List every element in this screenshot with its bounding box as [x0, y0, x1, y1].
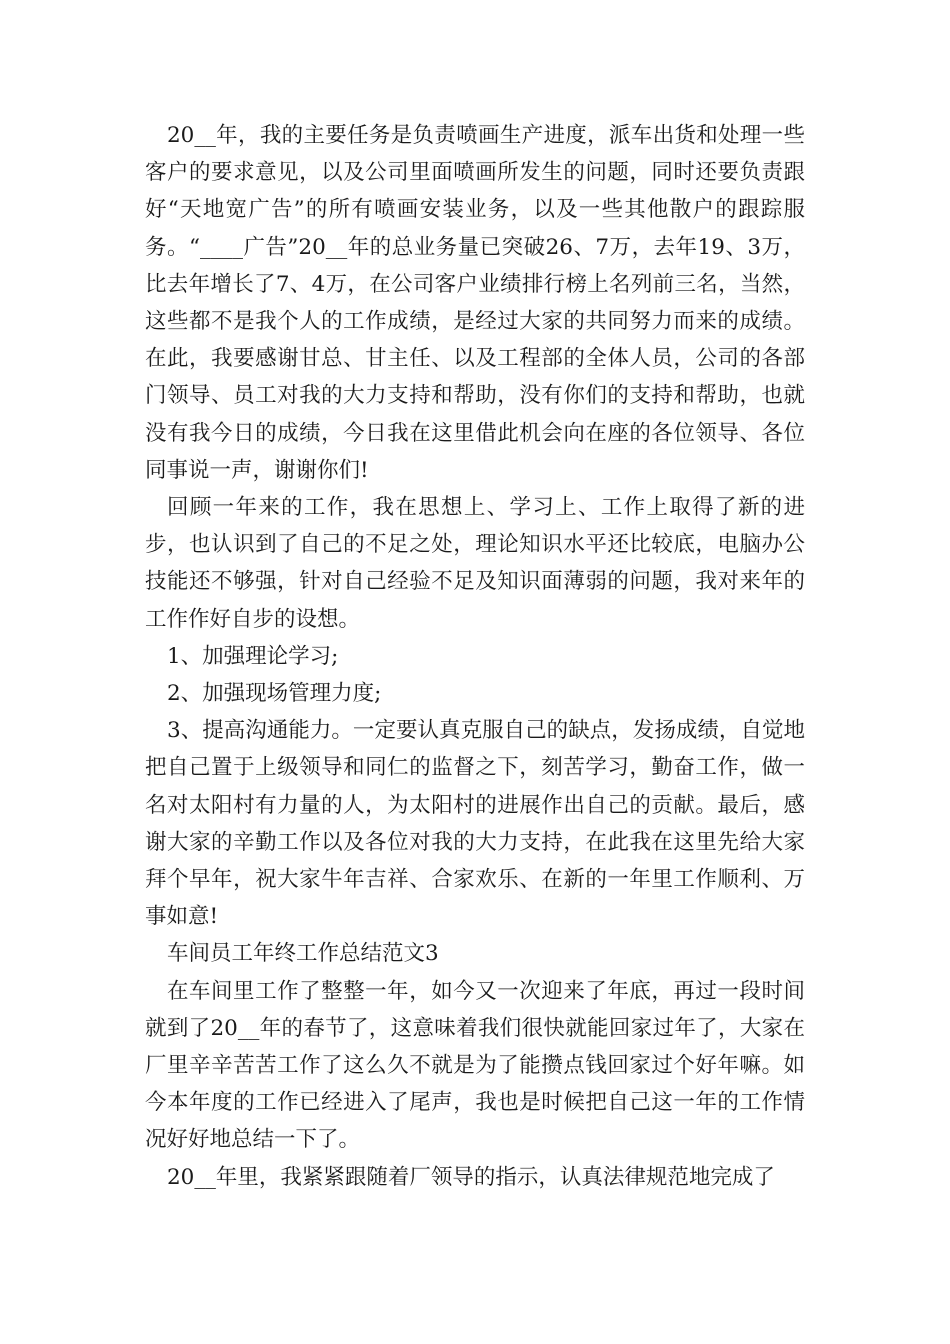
list-item-communication: 3、提高沟通能力。一定要认真克服自己的缺点，发扬成绩，自觉地把自己置于上级领导和同仁的监督之下，刻苦学习，勤奋工作，做一名对太阳村有力量的人，为太阳村的进展作出自己的贡献。最后，感谢大家的辛勤工作以及各位对我的大力支持，在此我在这里先给大家拜个早年，祝大家牛年吉祥、合家欢乐、在新的一年里工作顺利、万事如意!	[145, 718, 805, 930]
paragraph-workshop-intro: 在车间里工作了整整一年，如今又一次迎来了年底，再过一段时间就到了20__年的春节了，这意味着我们很快就能回家过年了，大家在厂里辛辛苦苦工作了这么久不就是为了能攒点钱回家过个好年嘛。如今本年度的工作已经进入了尾声，我也是时候把自己这一年的工作情况好好地总结一下了。	[145, 978, 805, 1153]
paragraph-workshop-year: 20__年里，我紧紧跟随着厂领导的指示，认真法律规范地完成了	[167, 1164, 775, 1190]
section-heading: 车间员工年终工作总结范文3	[167, 941, 439, 967]
document-body	[145, 117, 805, 1196]
list-item-theory-study: 1、加强理论学习;	[167, 643, 339, 669]
paragraph-work-summary: 20__年，我的主要任务是负责喷画生产进度，派车出货和处理一些客户的要求意见，以及公司里面喷画所发生的问题，同时还要负责跟好“天地宽广告”的所有喷画安装业务，以及一些其他散户的跟踪服务。“____广告”20__年的总业务量已突破26、7万，去年19、3万，比去年增长了7、4万，在公司客户业绩排行榜上名列前三名，当然，这些都不是我个人的工作成绩，是经过大家的共同努力而来的成绩。在此，我要感谢甘总、甘主任、以及工程部的全体人员，公司的各部门领导、员工对我的大力支持和帮助，没有你们的支持和帮助，也就没有我今日的成绩，今日我在这里借此机会向在座的各位领导、各位同事说一声，谢谢你们!	[145, 123, 805, 483]
paragraph-review: 回顾一年来的工作，我在思想上、学习上、工作上取得了新的进步，也认识到了自己的不足之处，理论知识水平还比较底，电脑办公技能还不够强，针对自己经验不足及知识面薄弱的问题，我对来年的工作作好自步的设想。	[145, 495, 805, 632]
list-item-site-management: 2、加强现场管理力度;	[167, 681, 382, 707]
